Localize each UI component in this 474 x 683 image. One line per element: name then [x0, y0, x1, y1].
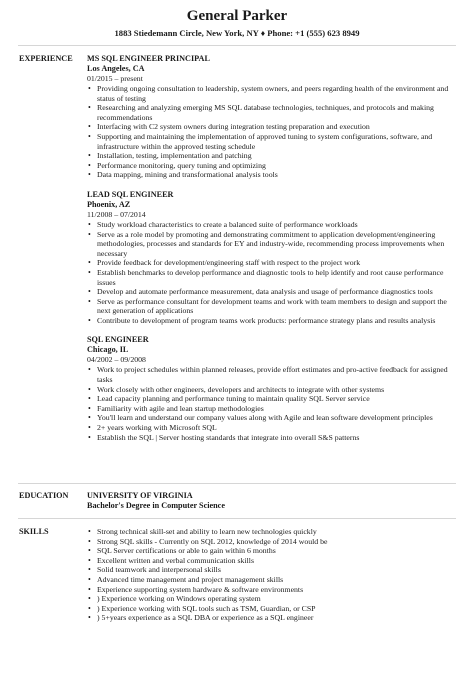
job-bullets: [87, 365, 452, 442]
skills-list: [87, 527, 452, 623]
skill-item: • ) 5+years experience as a SQL DBA or experience as a SQL engineer: [97, 613, 452, 623]
job-bullets: [87, 220, 452, 326]
skills-label: SKILLS: [19, 527, 49, 536]
bullet-item: • Work to project schedules within planned releases, provide effort estimates and pro-active feedback for assigned tasks: [97, 365, 452, 384]
bullet-item: • You'll learn and understand our company values along with Agile and lean software development principles: [97, 413, 452, 423]
bullet-item: • Lead capacity planning and performance tuning to maintain quality SQL Server service: [97, 394, 452, 404]
bullet-item: • Study workload characteristics to create a balanced suite of performance workloads: [97, 220, 452, 230]
bullet-item: • Serve as performance consultant for development teams and work with team members to design and support the next generation of applications: [97, 297, 452, 316]
experience-label: EXPERIENCE: [19, 54, 73, 63]
bullet-item: • Provide feedback for development/engineering staff with respect to the project work: [97, 258, 452, 268]
skill-item: • Advanced time management and project management skills: [97, 575, 452, 585]
school-name: UNIVERSITY OF VIRGINIA: [87, 491, 193, 500]
education-body: [87, 491, 452, 511]
bullet-item: • Familiarity with agile and lean startup methodologies: [97, 404, 452, 414]
job-location: Chicago, IL: [87, 345, 129, 355]
job-title: LEAD SQL ENGINEER: [87, 189, 174, 199]
experience-body: [87, 54, 452, 442]
candidate-name: General Parker: [186, 8, 288, 24]
job-entry: [87, 54, 452, 180]
section-divider: [18, 518, 456, 519]
skill-item: • Excellent written and verbal communication skills: [97, 556, 452, 566]
job-bullets: [87, 84, 452, 180]
skill-item: • ) Experience working with SQL tools such as TSM, Guardian, or CSP: [97, 604, 452, 614]
skill-item: • Solid teamwork and interpersonal skills: [97, 565, 452, 575]
contact-line: 1883 Stiedemann Circle, New York, NY ♦ Phone: +1 (555) 623 8949: [114, 28, 360, 38]
skill-item: • Strong technical skill-set and ability to learn new technologies quickly: [97, 527, 452, 537]
job-title: MS SQL ENGINEER PRINCIPAL: [87, 54, 210, 63]
bullet-item: • Installation, testing, implementation and patching: [97, 151, 452, 161]
bullet-item: • Interfacing with C2 system owners during integration testing preparation and execution: [97, 122, 452, 132]
job-entry: [87, 190, 452, 326]
job-dates: 01/2015 – present: [87, 74, 143, 83]
skill-item: • SQL Server certifications or able to gain within 6 months: [97, 546, 452, 556]
bullet-item: • Establish the SQL | Server hosting standards that integrate into overall S&S patterns: [97, 433, 452, 443]
bullet-item: • Providing ongoing consultation to leadership, system owners, and peers regarding health of the environment and status of testing: [97, 84, 452, 103]
skill-item: • Experience supporting system hardware & software environments: [97, 585, 452, 595]
bullet-item: • Researching and analyzing emerging MS SQL database technologies, techniques, and protocols and making recommendations: [97, 103, 452, 122]
skill-item: • Strong SQL skills - Currently on SQL 2012, knowledge of 2014 would be: [97, 537, 452, 547]
bullet-item: • Data mapping, mining and transformational analysis tools: [97, 170, 452, 180]
bullet-item: • 2+ years working with Microsoft SQL: [97, 423, 452, 433]
job-location: Phoenix, AZ: [87, 199, 131, 209]
skills-body: [87, 527, 452, 623]
bullet-item: • Performance monitoring, query tuning and optimizing: [97, 161, 452, 171]
job-entry: [87, 335, 452, 442]
education-label: EDUCATION: [19, 491, 69, 500]
header-divider: [18, 45, 456, 46]
job-title: SQL ENGINEER: [87, 335, 149, 345]
resume-header: [0, 0, 474, 39]
bullet-item: • Serve as a role model by promoting and demonstrating commitment to application development/engineering methodologies, processes and standards for EY and industry-wide, recommending process improvements when necessary: [97, 230, 452, 259]
bullet-item: • Contribute to development of program teams work products: performance strategy plans and results analysis: [97, 316, 452, 326]
job-dates: 11/2008 – 07/2014: [87, 209, 146, 219]
bullet-item: • Develop and automate performance measurement, data analysis and usage of performance diagnostics tools: [97, 287, 452, 297]
section-divider: [18, 483, 456, 484]
skill-item: • ) Experience working on Windows operating system: [97, 594, 452, 604]
job-location: Los Angeles, CA: [87, 64, 145, 73]
bullet-item: • Supporting and maintaining the implementation of approved tuning to system configurations, software, and infrastructure within the approved testing schedule: [97, 132, 452, 151]
bullet-item: • Work closely with other engineers, developers and architects to integrate with other systems: [97, 385, 452, 395]
degree-name: Bachelor's Degree in Computer Science: [87, 501, 225, 510]
job-dates: 04/2002 – 09/2008: [87, 355, 146, 365]
bullet-item: • Establish benchmarks to develop performance and diagnostic tools to help identify and root cause performance issues: [97, 268, 452, 287]
